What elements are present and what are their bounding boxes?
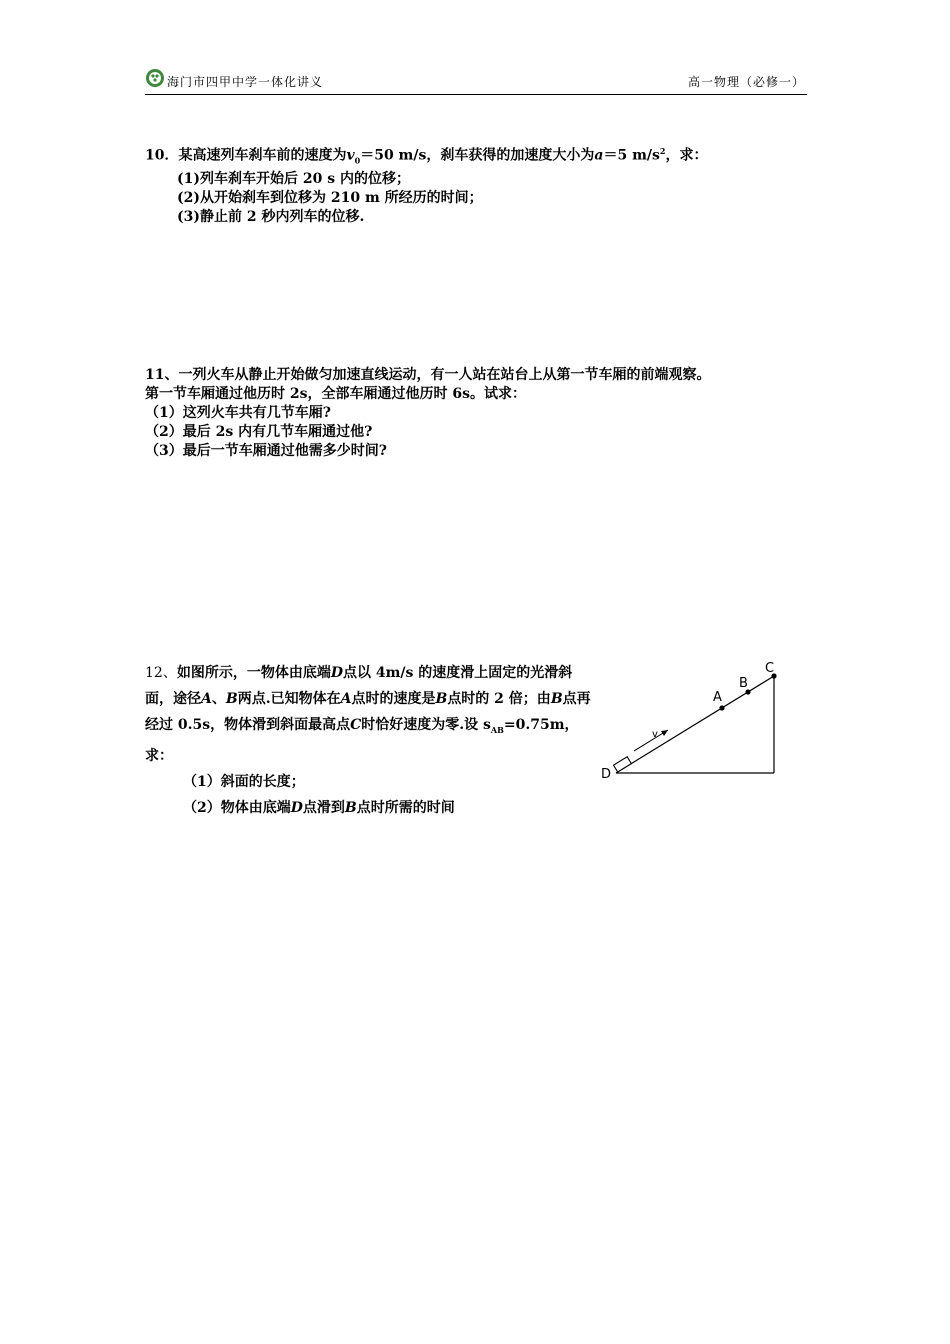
label-c: C: [765, 661, 775, 676]
question-11-part-1: （1）这列火车共有几节车厢?: [145, 405, 331, 421]
question-11: [145, 366, 710, 461]
question-12: [145, 660, 595, 821]
question-12-part-2: （2）物体由底端D点滑到B点时所需的时间: [183, 799, 455, 816]
page-header: [145, 66, 807, 95]
question-11-line-1: 11、一列火车从静止开始做匀加速直线运动，有一人站在站台上从第一节车厢的前端观察。: [145, 367, 711, 383]
point-a: [719, 705, 724, 710]
sliding-block: [614, 757, 632, 772]
question-11-line-2: 第一节车厢通过他历时 2s，全部车厢通过他历时 6s。试求：: [145, 386, 526, 402]
velocity-label: v: [652, 729, 658, 740]
school-logo-icon: [145, 68, 165, 88]
label-b: B: [739, 676, 748, 691]
question-10-stem: 10．某高速列车刹车前的速度为$v_0=50$ m/s，刹车获得的加速度大小为a＝5 $m/s^2$，求：: [145, 146, 708, 166]
question-10-part-1: (1)列车刹车开始后 20 s 内的位移；: [177, 171, 410, 188]
incline-diagram: [600, 655, 790, 785]
question-12-stem: 12、如图所示，一物体由底端D点以 4m/s 的速度滑上固定的光滑斜面，途径A、B两点.已知物体在A点时的速度是B点时的 2 倍；由B点再经过 0.5s，物体滑到斜面最高点C时恰好速度为零.设 $s_{AB}=0.75m$，求：: [145, 665, 591, 764]
question-10: [145, 142, 707, 227]
label-a: A: [713, 690, 722, 705]
question-10-part-2: (2)从开始刹车到位移为 210 m 所经历的时间；: [177, 190, 483, 207]
school-name: 海门市四甲中学一体化讲义: [167, 75, 324, 89]
question-11-part-3: （3）最后一节车厢通过他需多少时间?: [145, 443, 387, 459]
velocity-arrowhead: [661, 730, 668, 736]
course-title: 高一物理（必修一）: [687, 75, 805, 89]
incline-surface: [616, 676, 774, 773]
question-10-part-3: (3)静止前 2 秒内列车的位移.: [177, 209, 365, 226]
question-11-part-2: （2）最后 2s 内有几节车厢通过他?: [145, 424, 373, 440]
label-d: D: [601, 767, 612, 782]
question-12-part-1: （1）斜面的长度；: [183, 773, 305, 790]
